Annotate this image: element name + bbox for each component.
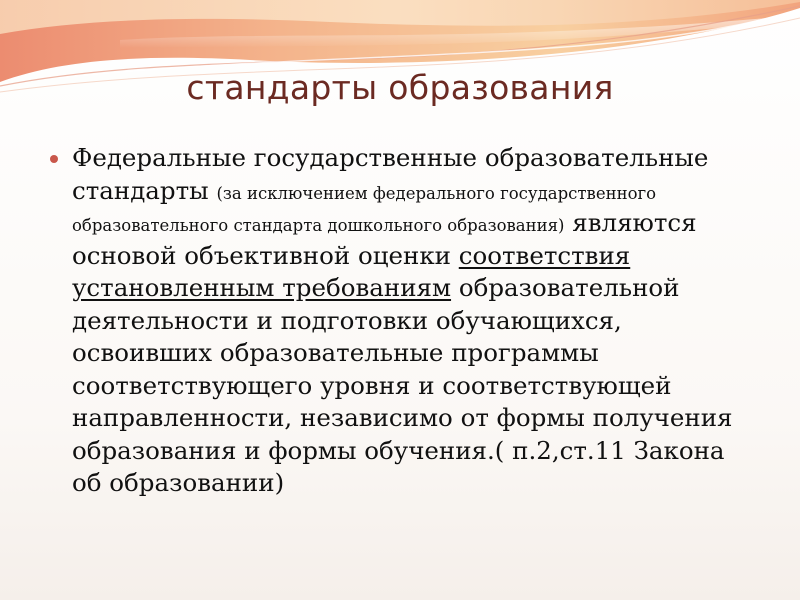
slide-title: стандарты образования — [186, 68, 614, 107]
bullet-dot-icon — [50, 155, 58, 163]
bullet-text-part1: Федеральные государственные образовательные стандарты — [72, 143, 709, 205]
bullet-text-parenthetical: (за исключением федерального государственного образовательного стандарта дошкольного образования) — [72, 183, 657, 235]
bullet-item — [50, 142, 750, 500]
slide-content — [50, 142, 750, 500]
bullet-text-part2: являются основой объективной оценки — [72, 208, 697, 270]
bullet-text-underlined: соответствия установленным требованиям — [72, 240, 631, 302]
bullet-text-part3: образовательной деятельности и подготовки обучающихся, освоивших образовательные программы соответствующего уровня и соответствующей направленности, независимо от формы получения образования и формы обучения.( п.2,ст.11 Закона об образовании) — [72, 273, 733, 497]
